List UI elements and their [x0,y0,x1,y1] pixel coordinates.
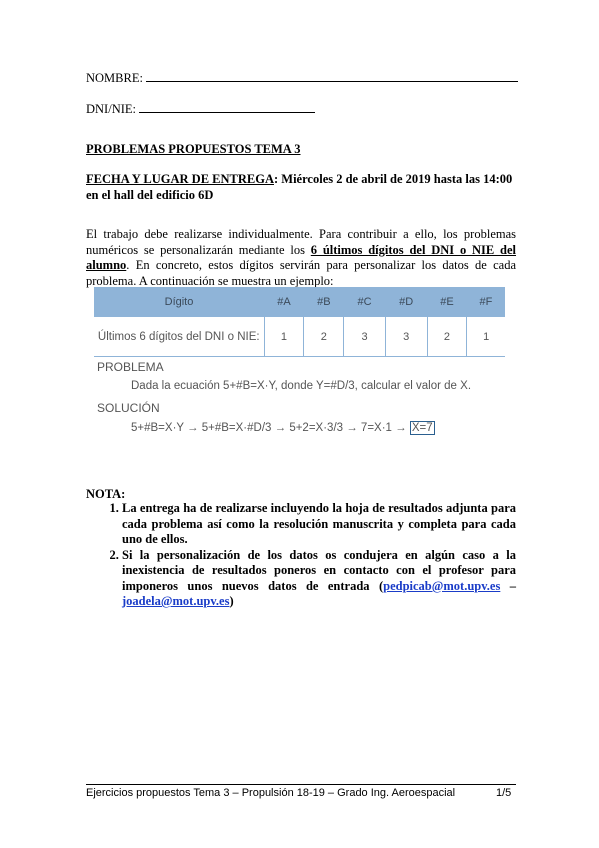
problema-label: PROBLEMA [97,360,164,374]
email-link-joadela[interactable]: joadela@mot.upv.es [122,594,230,608]
dni-line [139,101,315,113]
email-link-pedpicab[interactable]: pedpicab@mot.upv.es [383,578,501,593]
value-cell: 2 [427,317,467,357]
header-cell: #C [344,287,386,317]
email-separator: – [500,578,517,593]
entrega-label: FECHA Y LUGAR DE ENTREGA [86,172,274,186]
entrega-text: Miércoles 2 de abril de 2019 hasta las 14:00 en el hall del edificio 6D [86,172,513,202]
header-cell: Dígito [94,287,264,317]
solucion-text: 5+#B=X·Y → 5+#B=X·#D/3 → 5+2=X·3/3 → 7=X·1 → [131,422,407,434]
nombre-field [86,70,518,86]
nota-item-1 [122,501,516,548]
value-cell: 1 [264,317,304,357]
header-cell: #E [427,287,467,317]
dni-field [86,101,315,117]
solucion-label: SOLUCIÓN [97,401,160,415]
footer-text: Ejercicios propuestos Tema 3 – Propulsión 18-19 – Grado Ing. Aeroespacial [86,787,456,799]
intro-part1: El trabajo debe realizarse individualmente. Para contribuir a ello, los problemas numéricos se personalizarán mediante los [86,227,516,257]
nombre-label: NOMBRE: [86,71,143,85]
page-title: PROBLEMAS PROPUESTOS TEMA 3 [86,142,301,156]
header-cell: #F [467,287,505,317]
solucion-line [131,422,435,434]
intro-highlight: 6 últimos dígitos del DNI o NIE del alumno [86,242,517,272]
header-cell: #D [385,287,427,317]
row-label: Últimos 6 dígitos del DNI o NIE: [94,317,264,357]
intro-part2: . En concreto, estos dígitos servirán para personalizar los datos de cada problema. A continuación se muestra un ejemplo: [86,258,516,288]
problema-text: Dada la ecuación 5+#B=X·Y, donde Y=#D/3, calcular el valor de X. [131,380,472,392]
header-cell: #B [304,287,344,317]
value-cell: 1 [467,317,505,357]
footer-rule [86,784,516,785]
solucion-result: X=7 [411,422,433,434]
example-value-row [94,317,505,357]
value-cell: 2 [304,317,344,357]
example-table [94,287,505,357]
nombre-line [146,70,518,82]
entrega-info [86,172,516,203]
nota-item-2-text: Si la personalización de los datos os condujera en algún caso a la inexistencia de resultados poneros en contacto con el profesor para imponeros unos nuevos datos de entrada ( [122,547,516,593]
value-cell: 3 [385,317,427,357]
dni-label: DNI/NIE: [86,102,136,116]
nota-label: NOTA: [86,487,126,501]
nota-item-2-close: ) [229,594,234,608]
header-cell: #A [264,287,304,317]
nota-item-1-text: La entrega ha de realizarse incluyendo la hoja de resultados adjunta para cada problema así como la resolución manuscrita y completa para cada uno de ellos. [122,501,516,546]
nota-list [86,501,516,610]
nota-item-2 [122,548,516,610]
value-cell: 3 [344,317,386,357]
page-number: 1/5 [496,787,512,799]
intro-paragraph [86,227,516,289]
example-header-row [94,287,505,317]
entrega-colon: : [273,172,279,186]
